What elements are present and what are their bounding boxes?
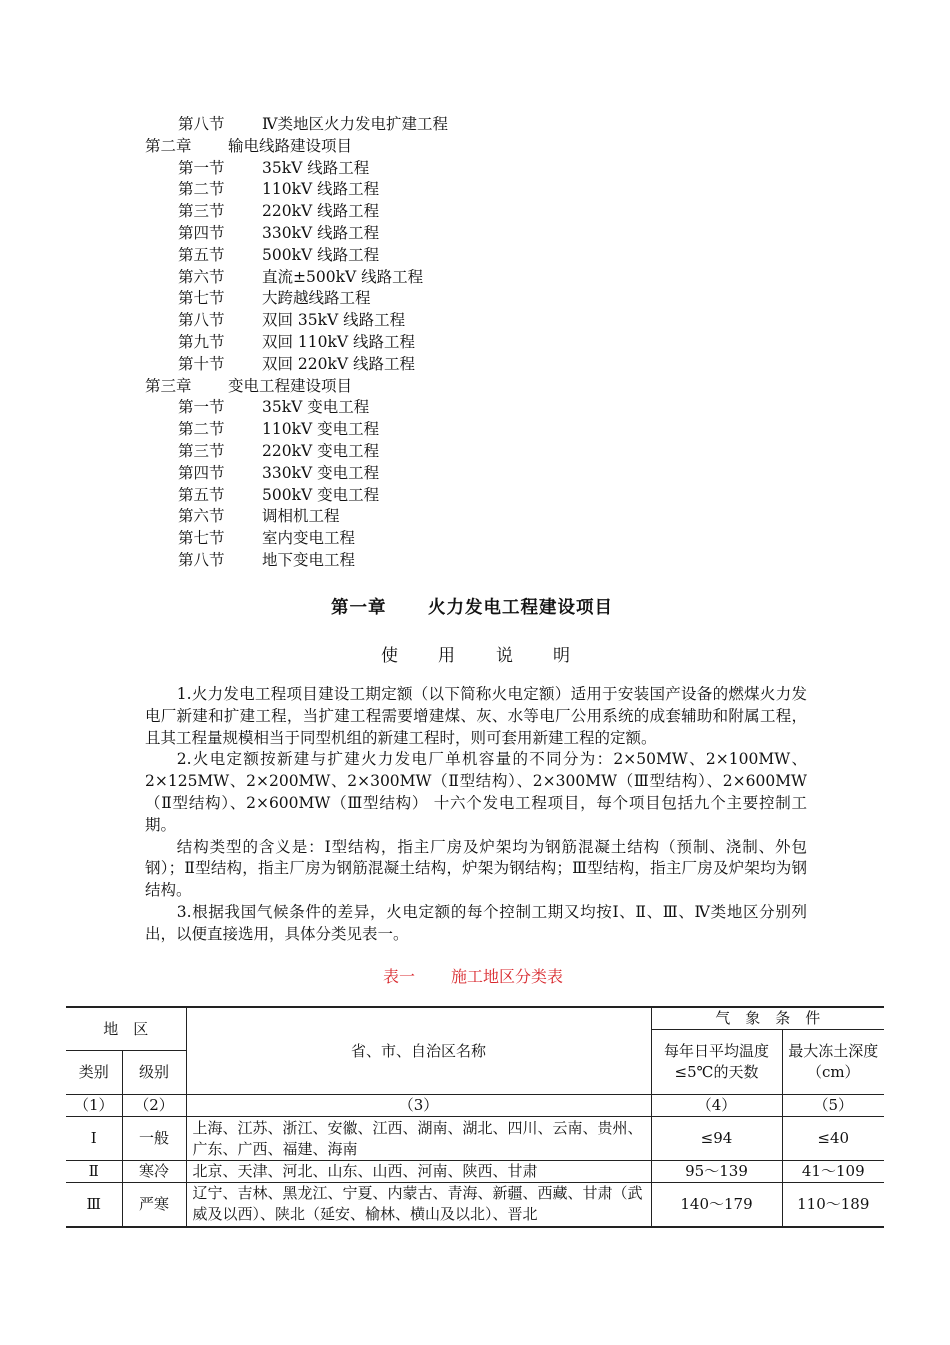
region-cold-days: 140～179 [651,1183,782,1227]
toc-entry-title: 110kV 变电工程 [262,420,380,439]
toc-entry-label: 第二章 [145,136,192,155]
toc-entry-title: 35kV 变电工程 [262,398,370,417]
toc-entry-label: 第一节 [178,398,225,417]
region-grade: 寒冷 [122,1161,186,1183]
table-row [66,1161,884,1183]
table-row [66,1117,884,1161]
col-index: （3） [186,1095,651,1117]
region-provinces: 北京、天津、河北、山东、山西、河南、陕西、甘肃 [186,1161,651,1183]
toc-entry-title: 220kV 线路工程 [262,202,380,221]
usage-notes-body [145,684,807,946]
toc-entry-label: 第六节 [178,267,225,286]
toc-entry-label: 第五节 [178,245,225,264]
toc-entry-label: 第十节 [178,354,225,373]
toc-entry-label: 第五节 [178,485,225,504]
header-frost-depth: 最大冻土深度（cm） [782,1030,884,1095]
region-cold-days: 95～139 [651,1161,782,1183]
region-grade: 严寒 [122,1183,186,1227]
toc-entry-label: 第八节 [178,311,225,330]
toc-entry-label: 第九节 [178,332,225,351]
usage-notes-char: 明 [553,646,570,666]
region-category: Ⅲ [66,1183,122,1227]
table-of-contents [0,114,950,572]
toc-section-entry [0,550,950,572]
toc-entry-title: 220kV 变电工程 [262,441,380,460]
toc-section-entry [0,267,950,289]
toc-entry-label: 第四节 [178,223,225,242]
toc-section-entry [0,201,950,223]
toc-entry-title: 双回 110kV 线路工程 [262,332,416,351]
toc-section-entry [0,332,950,354]
region-frost-depth: 41～109 [782,1161,884,1183]
toc-section-entry [0,310,950,332]
region-provinces: 辽宁、吉林、黑龙江、宁夏、内蒙古、青海、新疆、西藏、甘肃（武威及以西）、陕北（延安、榆林、横山及以北）、晋北 [186,1183,651,1227]
toc-section-entry [0,288,950,310]
toc-entry-title: 变电工程建设项目 [228,376,353,395]
toc-entry-label: 第三节 [178,202,225,221]
toc-entry-title: 调相机工程 [262,507,340,526]
header-category: 类别 [66,1051,122,1095]
toc-section-entry [0,179,950,201]
toc-section-entry [0,245,950,267]
paragraph: 2.火电定额按新建与扩建火力发电厂单机容量的不同分为：2×50MW、2×100MW、2×125MW、2×200MW、2×300MW（Ⅱ型结构）、2×300MW（Ⅲ型结构）、2×600MW（Ⅱ型结构）、2×600MW（Ⅲ型结构） 十六个发电工程项目，每个项目包括九个主要控制工期。 [145,750,807,834]
region-frost-depth: ≤40 [782,1117,884,1161]
header-climate: 气 象 条 件 [651,1007,884,1030]
usage-notes-char: 用 [438,646,455,666]
table-caption-title: 施工地区分类表 [451,967,564,986]
header-grade: 级别 [122,1051,186,1095]
column-index-row [66,1095,884,1117]
toc-entry-label: 第八节 [178,115,225,133]
table-caption-number: 表一 [383,967,416,986]
toc-section-entry [0,485,950,507]
toc-entry-title: 地下变电工程 [262,550,356,569]
chapter-number: 第一章 [331,598,387,618]
toc-section-entry [0,419,950,441]
region-cold-days: ≤94 [651,1117,782,1161]
toc-section-entry [0,463,950,485]
col-index: （2） [122,1095,186,1117]
header-region: 地 区 [66,1007,186,1051]
header-province-name: 省、市、自治区名称 [186,1007,651,1095]
toc-entry-title: 35kV 线路工程 [262,158,370,177]
region-provinces: 上海、江苏、浙江、安徽、江西、湖南、湖北、四川、云南、贵州、广东、广西、福建、海南 [186,1117,651,1161]
toc-entry-label: 第七节 [178,529,225,548]
toc-section-entry [0,506,950,528]
toc-chapter-entry [0,376,950,398]
region-category: Ⅱ [66,1161,122,1183]
toc-entry-label: 第三节 [178,441,225,460]
toc-entry-label: 第二节 [178,180,225,199]
paragraph: 3.根据我国气候条件的差异，火电定额的每个控制工期又均按Ⅰ、Ⅱ、Ⅲ、Ⅳ类地区分别列出，以便直接选用，具体分类见表一。 [145,902,807,943]
toc-entry-title: 双回 220kV 线路工程 [262,354,416,373]
table-row [66,1183,884,1227]
usage-notes-char: 使 [381,646,398,666]
toc-entry-label: 第八节 [178,550,225,569]
toc-section-entry [0,441,950,463]
col-index: （4） [651,1095,782,1117]
toc-section-entry [0,223,950,245]
chapter-title: 火力发电工程建设项目 [428,598,613,618]
toc-entry-label: 第六节 [178,507,225,526]
toc-entry-label: 第二节 [178,420,225,439]
toc-entry-title: Ⅳ类地区火力发电扩建工程 [262,115,448,133]
toc-entry-title: 直流±500kV 线路工程 [262,267,424,286]
toc-section-entry [0,397,950,419]
paragraph: 结构类型的含义是：Ⅰ型结构，指主厂房及炉架均为钢筋混凝土结构（预制、浇制、外包钢）；Ⅱ型结构，指主厂房为钢筋混凝土结构，炉架为钢结构；Ⅲ型结构，指主厂房及炉架均为钢结构。 [145,837,807,900]
toc-section-entry [0,354,950,376]
toc-entry-title: 330kV 变电工程 [262,463,380,482]
toc-entry-title: 500kV 线路工程 [262,245,380,264]
toc-entry-label: 第三章 [145,376,192,395]
toc-entry-title: 室内变电工程 [262,529,356,548]
toc-entry-label: 第四节 [178,463,225,482]
toc-entry-title: 330kV 线路工程 [262,223,380,242]
col-index: （1） [66,1095,122,1117]
toc-entry-title: 大跨越线路工程 [262,289,371,308]
region-classification-table [66,1006,884,1228]
toc-section-entry [0,158,950,180]
region-category: Ⅰ [66,1117,122,1161]
region-frost-depth: 110～189 [782,1183,884,1227]
toc-entry-title: 110kV 线路工程 [262,180,380,199]
paragraph: 1.火力发电工程项目建设工期定额（以下简称火电定额）适用于安装国产设备的燃煤火力发电厂新建和扩建工程，当扩建工程需要增建煤、灰、水等电厂公用系统的成套辅助和附属工程，且其工程量规模相当于同型机组的新建工程时，则可套用新建工程的定额。 [145,685,807,747]
toc-entry-title: 500kV 变电工程 [262,485,380,504]
toc-entry-title: 输电线路建设项目 [228,136,353,155]
header-cold-days: 每年日平均温度≤5℃的天数 [651,1030,782,1095]
toc-chapter-entry [0,136,950,158]
toc-entry-label: 第一节 [178,158,225,177]
toc-section-entry [0,114,950,136]
region-grade: 一般 [122,1117,186,1161]
col-index: （5） [782,1095,884,1117]
toc-entry-title: 双回 35kV 线路工程 [262,311,406,330]
toc-entry-label: 第七节 [178,289,225,308]
usage-notes-char: 说 [496,646,513,666]
toc-section-entry [0,528,950,550]
